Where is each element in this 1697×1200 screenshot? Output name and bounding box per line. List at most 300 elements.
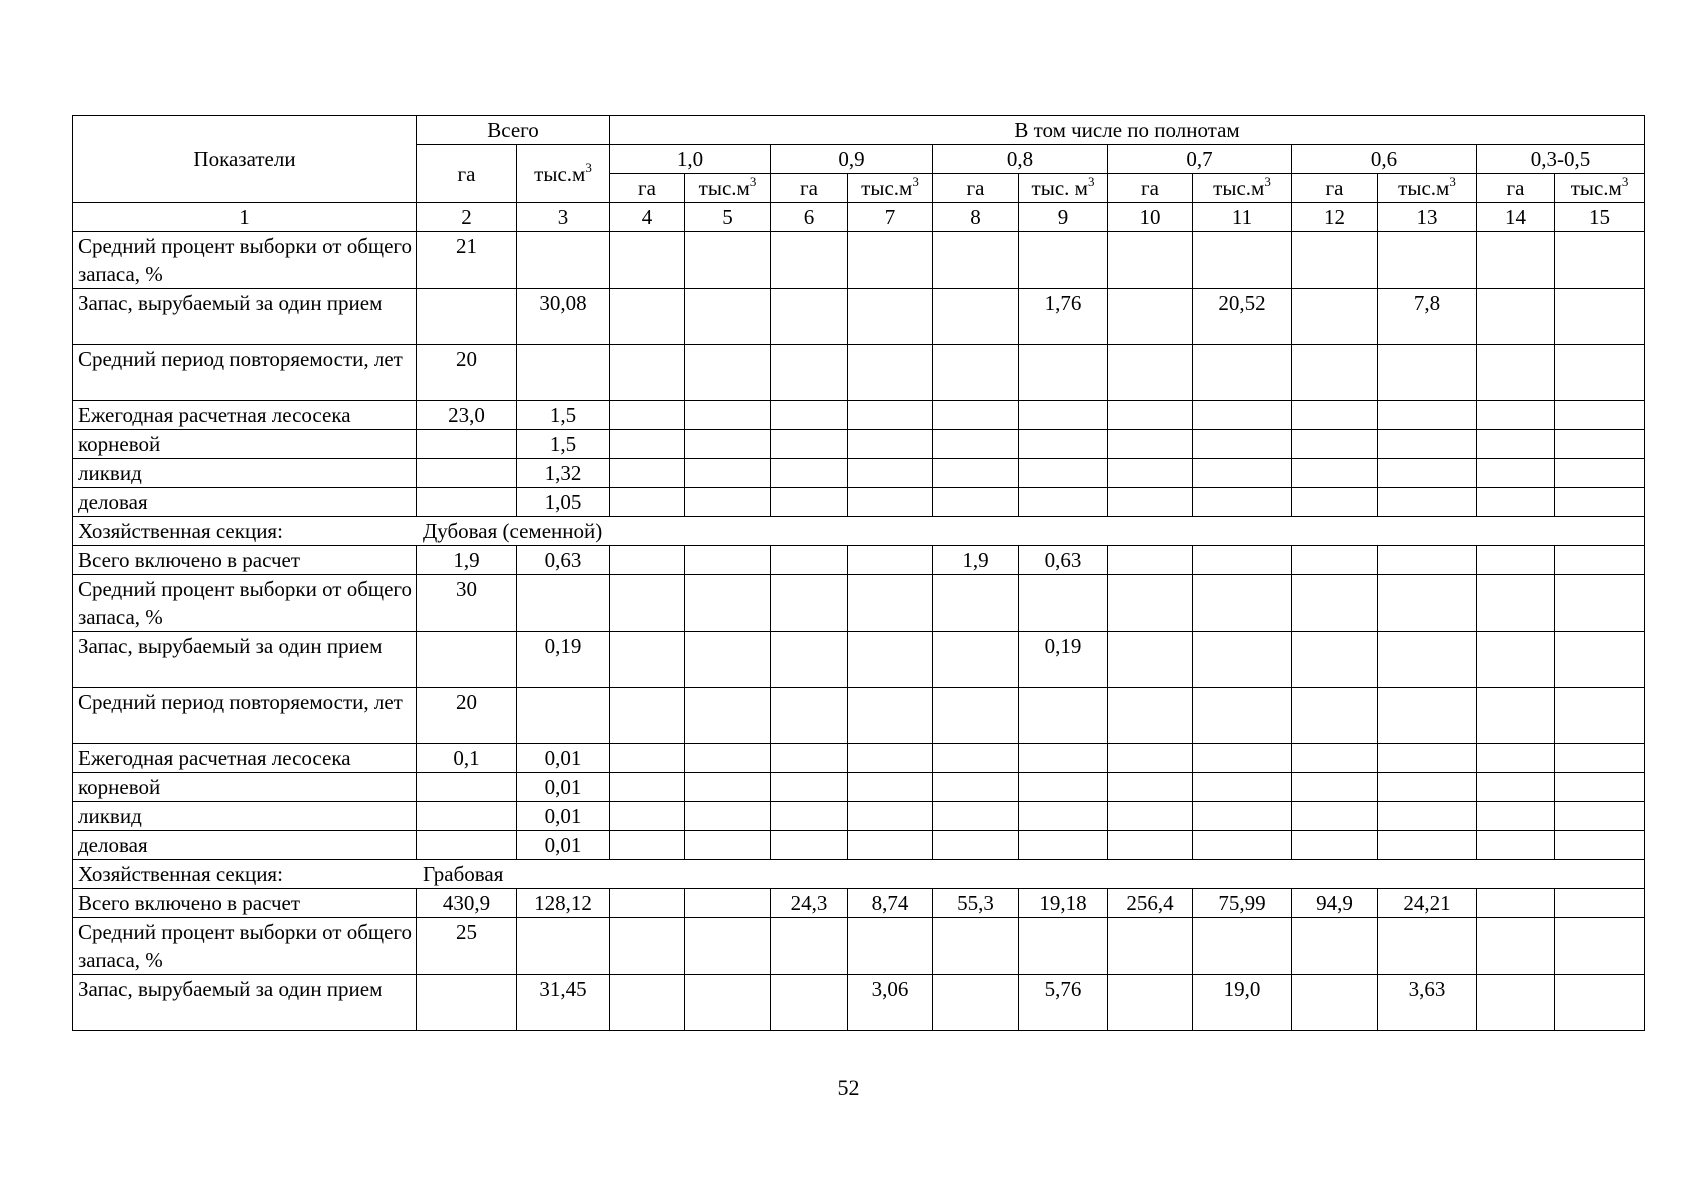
table-cell xyxy=(771,773,848,802)
table-cell xyxy=(610,488,685,517)
table-cell xyxy=(848,345,933,401)
table-cell xyxy=(1193,632,1292,688)
table-cell xyxy=(1477,802,1555,831)
table-cell xyxy=(933,232,1019,289)
table-cell xyxy=(1108,488,1193,517)
table-cell xyxy=(1292,488,1378,517)
section-name: Дубовая (семенной) xyxy=(422,519,603,543)
table-cell: 1,05 xyxy=(517,488,610,517)
table-cell xyxy=(848,632,933,688)
table-cell xyxy=(1555,345,1645,401)
table-cell xyxy=(848,802,933,831)
table-cell: 20 xyxy=(417,345,517,401)
table-cell xyxy=(1193,575,1292,632)
table-cell xyxy=(1477,488,1555,517)
density-header: 0,8 xyxy=(933,145,1108,174)
table-cell: 0,63 xyxy=(1019,546,1108,575)
table-cell xyxy=(517,232,610,289)
table-cell xyxy=(1477,232,1555,289)
table-cell xyxy=(610,459,685,488)
density-header: 0,6 xyxy=(1292,145,1477,174)
table-cell xyxy=(933,975,1019,1031)
section-label: Хозяйственная секция: xyxy=(78,862,283,886)
table-cell xyxy=(1193,802,1292,831)
table-header xyxy=(73,116,1645,232)
table-cell xyxy=(417,632,517,688)
table-cell xyxy=(1378,831,1477,860)
table-cell xyxy=(1108,975,1193,1031)
table-cell xyxy=(771,289,848,345)
table-row xyxy=(73,632,1645,688)
table-cell xyxy=(610,546,685,575)
table-cell xyxy=(1108,459,1193,488)
row-label: деловая xyxy=(73,831,417,860)
table-cell xyxy=(771,632,848,688)
table-cell: 94,9 xyxy=(1292,889,1378,918)
table-cell xyxy=(1477,744,1555,773)
table-cell xyxy=(1108,232,1193,289)
table-cell xyxy=(610,975,685,1031)
table-cell xyxy=(933,918,1019,975)
table-cell xyxy=(517,688,610,744)
row-label: Запас, вырубаемый за один прием xyxy=(73,289,417,345)
table-cell xyxy=(685,918,771,975)
table-cell xyxy=(1555,401,1645,430)
table-cell xyxy=(1292,575,1378,632)
table-cell xyxy=(1193,488,1292,517)
table-cell xyxy=(933,831,1019,860)
table-cell xyxy=(1292,831,1378,860)
table-cell xyxy=(1292,289,1378,345)
table-cell xyxy=(1378,459,1477,488)
table-cell xyxy=(933,744,1019,773)
table-cell: 21 xyxy=(417,232,517,289)
section-row xyxy=(73,517,1645,546)
table-cell xyxy=(1555,430,1645,459)
column-number: 12 xyxy=(1292,203,1378,232)
table-cell xyxy=(933,575,1019,632)
table-cell xyxy=(417,831,517,860)
density-ha-header: га xyxy=(933,174,1019,203)
table-cell: 23,0 xyxy=(417,401,517,430)
table-cell xyxy=(848,773,933,802)
density-ha-header: га xyxy=(771,174,848,203)
table-cell xyxy=(1292,802,1378,831)
table-cell xyxy=(610,918,685,975)
table-cell xyxy=(1378,401,1477,430)
table-cell xyxy=(933,802,1019,831)
table-cell xyxy=(1555,773,1645,802)
table-cell xyxy=(1019,802,1108,831)
row-label: корневой xyxy=(73,773,417,802)
table-row xyxy=(73,345,1645,401)
table-cell xyxy=(1555,459,1645,488)
table-cell xyxy=(1193,831,1292,860)
table-cell: 0,01 xyxy=(517,802,610,831)
table-cell xyxy=(1292,688,1378,744)
density-volume-header: $тыс.м^3$ xyxy=(848,174,933,203)
table-cell: 1,9 xyxy=(933,546,1019,575)
table-cell: 55,3 xyxy=(933,889,1019,918)
density-header: 0,9 xyxy=(771,145,933,174)
table-cell xyxy=(1019,831,1108,860)
row-label: деловая xyxy=(73,488,417,517)
table-cell xyxy=(771,488,848,517)
table-cell: 1,5 xyxy=(517,401,610,430)
table-row xyxy=(73,744,1645,773)
table-cell xyxy=(1193,918,1292,975)
table-cell xyxy=(1555,488,1645,517)
table-cell xyxy=(1477,632,1555,688)
table-cell xyxy=(1378,773,1477,802)
table-cell xyxy=(1193,430,1292,459)
table-cell xyxy=(610,632,685,688)
table-cell xyxy=(1108,632,1193,688)
table-cell: 430,9 xyxy=(417,889,517,918)
column-number: 11 xyxy=(1193,203,1292,232)
table-cell xyxy=(1378,488,1477,517)
table-cell: 7,8 xyxy=(1378,289,1477,345)
table-cell: 128,12 xyxy=(517,889,610,918)
table-body xyxy=(73,232,1645,1031)
density-header: 0,7 xyxy=(1108,145,1292,174)
row-label: Средний период повторяемости, лет xyxy=(73,345,417,401)
table-cell xyxy=(1555,575,1645,632)
table-cell xyxy=(1108,430,1193,459)
table-cell: 0,1 xyxy=(417,744,517,773)
table-cell: 24,21 xyxy=(1378,889,1477,918)
row-label: Всего включено в расчет xyxy=(73,546,417,575)
table-cell xyxy=(848,918,933,975)
table-cell xyxy=(417,430,517,459)
table-cell xyxy=(610,430,685,459)
table-cell: 19,0 xyxy=(1193,975,1292,1031)
table-cell xyxy=(1019,401,1108,430)
table-cell xyxy=(1378,918,1477,975)
table-cell xyxy=(848,459,933,488)
table-cell xyxy=(933,488,1019,517)
table-cell xyxy=(771,459,848,488)
table-cell: 0,19 xyxy=(517,632,610,688)
table-cell xyxy=(610,289,685,345)
table-cell xyxy=(1555,889,1645,918)
table-cell xyxy=(1555,289,1645,345)
table-cell: 1,76 xyxy=(1019,289,1108,345)
table-cell: 0,19 xyxy=(1019,632,1108,688)
column-number: 13 xyxy=(1378,203,1477,232)
table-cell xyxy=(1378,802,1477,831)
table-cell xyxy=(1477,546,1555,575)
row-label: Запас, вырубаемый за один прием xyxy=(73,975,417,1031)
table-cell xyxy=(1378,546,1477,575)
table-cell: 8,74 xyxy=(848,889,933,918)
table-cell xyxy=(1477,289,1555,345)
section-name: Грабовая xyxy=(422,862,504,886)
table-row xyxy=(73,546,1645,575)
total-ha-header: га xyxy=(417,145,517,203)
table-cell xyxy=(1108,401,1193,430)
density-ha-header: га xyxy=(1292,174,1378,203)
indicators-header: Показатели xyxy=(73,116,417,203)
density-header: 1,0 xyxy=(610,145,771,174)
table-cell xyxy=(1193,546,1292,575)
table-cell xyxy=(1292,773,1378,802)
row-label: Ежегодная расчетная лесосека xyxy=(73,744,417,773)
table-cell xyxy=(771,918,848,975)
table-cell xyxy=(1019,459,1108,488)
table-cell xyxy=(1019,345,1108,401)
table-cell xyxy=(1555,232,1645,289)
row-label: Средний период повторяемости, лет xyxy=(73,688,417,744)
table-cell xyxy=(685,459,771,488)
table-cell xyxy=(1477,688,1555,744)
density-ha-header: га xyxy=(1477,174,1555,203)
table-cell xyxy=(685,975,771,1031)
table-cell xyxy=(1019,688,1108,744)
by-density-header: В том числе по полнотам xyxy=(610,116,1645,145)
table-cell xyxy=(1477,345,1555,401)
table-cell xyxy=(771,575,848,632)
table-cell xyxy=(1292,744,1378,773)
table-cell: 3,06 xyxy=(848,975,933,1031)
table-cell xyxy=(933,401,1019,430)
table-cell xyxy=(848,430,933,459)
table-cell xyxy=(848,744,933,773)
density-volume-header: $тыс.м^3$ xyxy=(1555,174,1645,203)
table-cell xyxy=(1477,773,1555,802)
table-row xyxy=(73,831,1645,860)
table-cell: 1,9 xyxy=(417,546,517,575)
table-cell xyxy=(1378,345,1477,401)
table-cell xyxy=(1477,459,1555,488)
column-number: 9 xyxy=(1019,203,1108,232)
table-row xyxy=(73,889,1645,918)
table-cell xyxy=(1555,744,1645,773)
column-number: 14 xyxy=(1477,203,1555,232)
table-cell xyxy=(933,459,1019,488)
column-number: 1 xyxy=(73,203,417,232)
table-cell xyxy=(848,488,933,517)
table-cell xyxy=(417,488,517,517)
table-cell xyxy=(1292,918,1378,975)
table-cell xyxy=(771,546,848,575)
table-cell xyxy=(1378,575,1477,632)
table-cell: 75,99 xyxy=(1193,889,1292,918)
table-row xyxy=(73,688,1645,744)
table-row xyxy=(73,459,1645,488)
table-cell xyxy=(771,831,848,860)
table-cell: 30 xyxy=(417,575,517,632)
table-cell xyxy=(685,289,771,345)
column-number: 10 xyxy=(1108,203,1193,232)
table-cell xyxy=(685,802,771,831)
density-header: 0,3-0,5 xyxy=(1477,145,1645,174)
column-number: 3 xyxy=(517,203,610,232)
table-cell xyxy=(517,575,610,632)
page-number: 52 xyxy=(837,1075,860,1100)
table-cell xyxy=(517,345,610,401)
table-cell xyxy=(1477,831,1555,860)
table-cell xyxy=(1193,459,1292,488)
table-cell xyxy=(1378,744,1477,773)
density-ha-header: га xyxy=(1108,174,1193,203)
table-cell xyxy=(1019,575,1108,632)
table-cell xyxy=(1378,430,1477,459)
table-cell xyxy=(610,744,685,773)
row-label: Всего включено в расчет xyxy=(73,889,417,918)
table-cell xyxy=(417,289,517,345)
table-cell xyxy=(1477,575,1555,632)
table-row xyxy=(73,918,1645,975)
density-volume-header: $тыс.м^3$ xyxy=(1378,174,1477,203)
table-cell: 0,01 xyxy=(517,831,610,860)
table-cell xyxy=(848,688,933,744)
forestry-table xyxy=(72,115,1645,1031)
table-row xyxy=(73,430,1645,459)
table-row xyxy=(73,575,1645,632)
table-cell xyxy=(1193,688,1292,744)
table-cell: 31,45 xyxy=(517,975,610,1031)
table-cell xyxy=(1019,773,1108,802)
table-cell xyxy=(848,546,933,575)
table-cell xyxy=(610,831,685,860)
table-cell xyxy=(685,632,771,688)
section-row xyxy=(73,860,1645,889)
table-cell xyxy=(771,802,848,831)
table-cell xyxy=(685,831,771,860)
table-cell xyxy=(685,232,771,289)
density-ha-header: га xyxy=(610,174,685,203)
table-cell xyxy=(610,575,685,632)
row-label: Средний процент выборки от общего запаса, % xyxy=(73,575,417,632)
table-cell xyxy=(1193,345,1292,401)
total-header: Всего xyxy=(417,116,610,145)
table-cell: 0,01 xyxy=(517,773,610,802)
table-cell xyxy=(1555,688,1645,744)
table-cell xyxy=(1108,688,1193,744)
table-cell xyxy=(933,688,1019,744)
table-cell: 20,52 xyxy=(1193,289,1292,345)
table-cell: 3,63 xyxy=(1378,975,1477,1031)
table-cell xyxy=(417,802,517,831)
table-cell xyxy=(685,345,771,401)
table-cell xyxy=(771,975,848,1031)
table-cell xyxy=(417,773,517,802)
table-cell xyxy=(1378,232,1477,289)
table-cell xyxy=(685,773,771,802)
table-cell xyxy=(1108,289,1193,345)
table-cell xyxy=(1019,232,1108,289)
table-row xyxy=(73,232,1645,289)
column-number: 5 xyxy=(685,203,771,232)
table-cell xyxy=(685,401,771,430)
table-cell xyxy=(1477,918,1555,975)
table-cell: 256,4 xyxy=(1108,889,1193,918)
table-cell xyxy=(1019,918,1108,975)
table-cell xyxy=(933,430,1019,459)
table-cell xyxy=(1477,430,1555,459)
table-cell: 0,01 xyxy=(517,744,610,773)
section-label: Хозяйственная секция: xyxy=(78,519,283,543)
table-cell xyxy=(1378,632,1477,688)
table-cell xyxy=(933,345,1019,401)
table-cell xyxy=(685,430,771,459)
table-cell xyxy=(933,773,1019,802)
table-cell xyxy=(848,232,933,289)
table-row xyxy=(73,975,1645,1031)
table-cell: 0,63 xyxy=(517,546,610,575)
table-cell xyxy=(1292,459,1378,488)
table-cell xyxy=(771,688,848,744)
table-cell xyxy=(1292,632,1378,688)
table-cell: 25 xyxy=(417,918,517,975)
total-volume-header: $тыс.м^3$ xyxy=(517,145,610,203)
table-cell xyxy=(1477,975,1555,1031)
table-cell xyxy=(1108,773,1193,802)
table-cell xyxy=(610,773,685,802)
table-cell xyxy=(771,232,848,289)
table-cell xyxy=(1555,975,1645,1031)
table-cell xyxy=(610,232,685,289)
table-cell: 1,32 xyxy=(517,459,610,488)
table-cell xyxy=(685,688,771,744)
section-cell xyxy=(73,517,1645,546)
table-cell xyxy=(1108,802,1193,831)
table-cell xyxy=(1555,831,1645,860)
table-cell xyxy=(848,575,933,632)
table-cell xyxy=(771,744,848,773)
table-cell xyxy=(1108,918,1193,975)
table-cell xyxy=(685,575,771,632)
table-cell: 20 xyxy=(417,688,517,744)
column-number: 2 xyxy=(417,203,517,232)
table-row xyxy=(73,773,1645,802)
table-cell xyxy=(1019,744,1108,773)
table-cell xyxy=(1108,744,1193,773)
table-cell: 5,76 xyxy=(1019,975,1108,1031)
row-label: корневой xyxy=(73,430,417,459)
table-cell xyxy=(848,289,933,345)
table-row xyxy=(73,289,1645,345)
table-cell xyxy=(771,401,848,430)
table-cell xyxy=(610,688,685,744)
row-label: Средний процент выборки от общего запаса, % xyxy=(73,918,417,975)
table-cell xyxy=(1292,401,1378,430)
table-cell xyxy=(1555,802,1645,831)
table-cell xyxy=(1108,831,1193,860)
table-cell xyxy=(1193,401,1292,430)
table-cell xyxy=(1292,975,1378,1031)
table-cell xyxy=(1378,688,1477,744)
table-cell xyxy=(1477,889,1555,918)
table-cell xyxy=(771,345,848,401)
table-cell: 30,08 xyxy=(517,289,610,345)
table-cell xyxy=(685,889,771,918)
table-cell xyxy=(1193,773,1292,802)
table-cell xyxy=(1555,918,1645,975)
table-cell xyxy=(1292,430,1378,459)
table-cell xyxy=(610,401,685,430)
section-cell xyxy=(73,860,1645,889)
table-cell xyxy=(1019,488,1108,517)
column-number: 8 xyxy=(933,203,1019,232)
table-cell xyxy=(1477,401,1555,430)
table-cell xyxy=(1108,546,1193,575)
row-label: ликвид xyxy=(73,459,417,488)
table-cell xyxy=(685,744,771,773)
row-label: Средний процент выборки от общего запаса, % xyxy=(73,232,417,289)
table-cell xyxy=(1292,345,1378,401)
